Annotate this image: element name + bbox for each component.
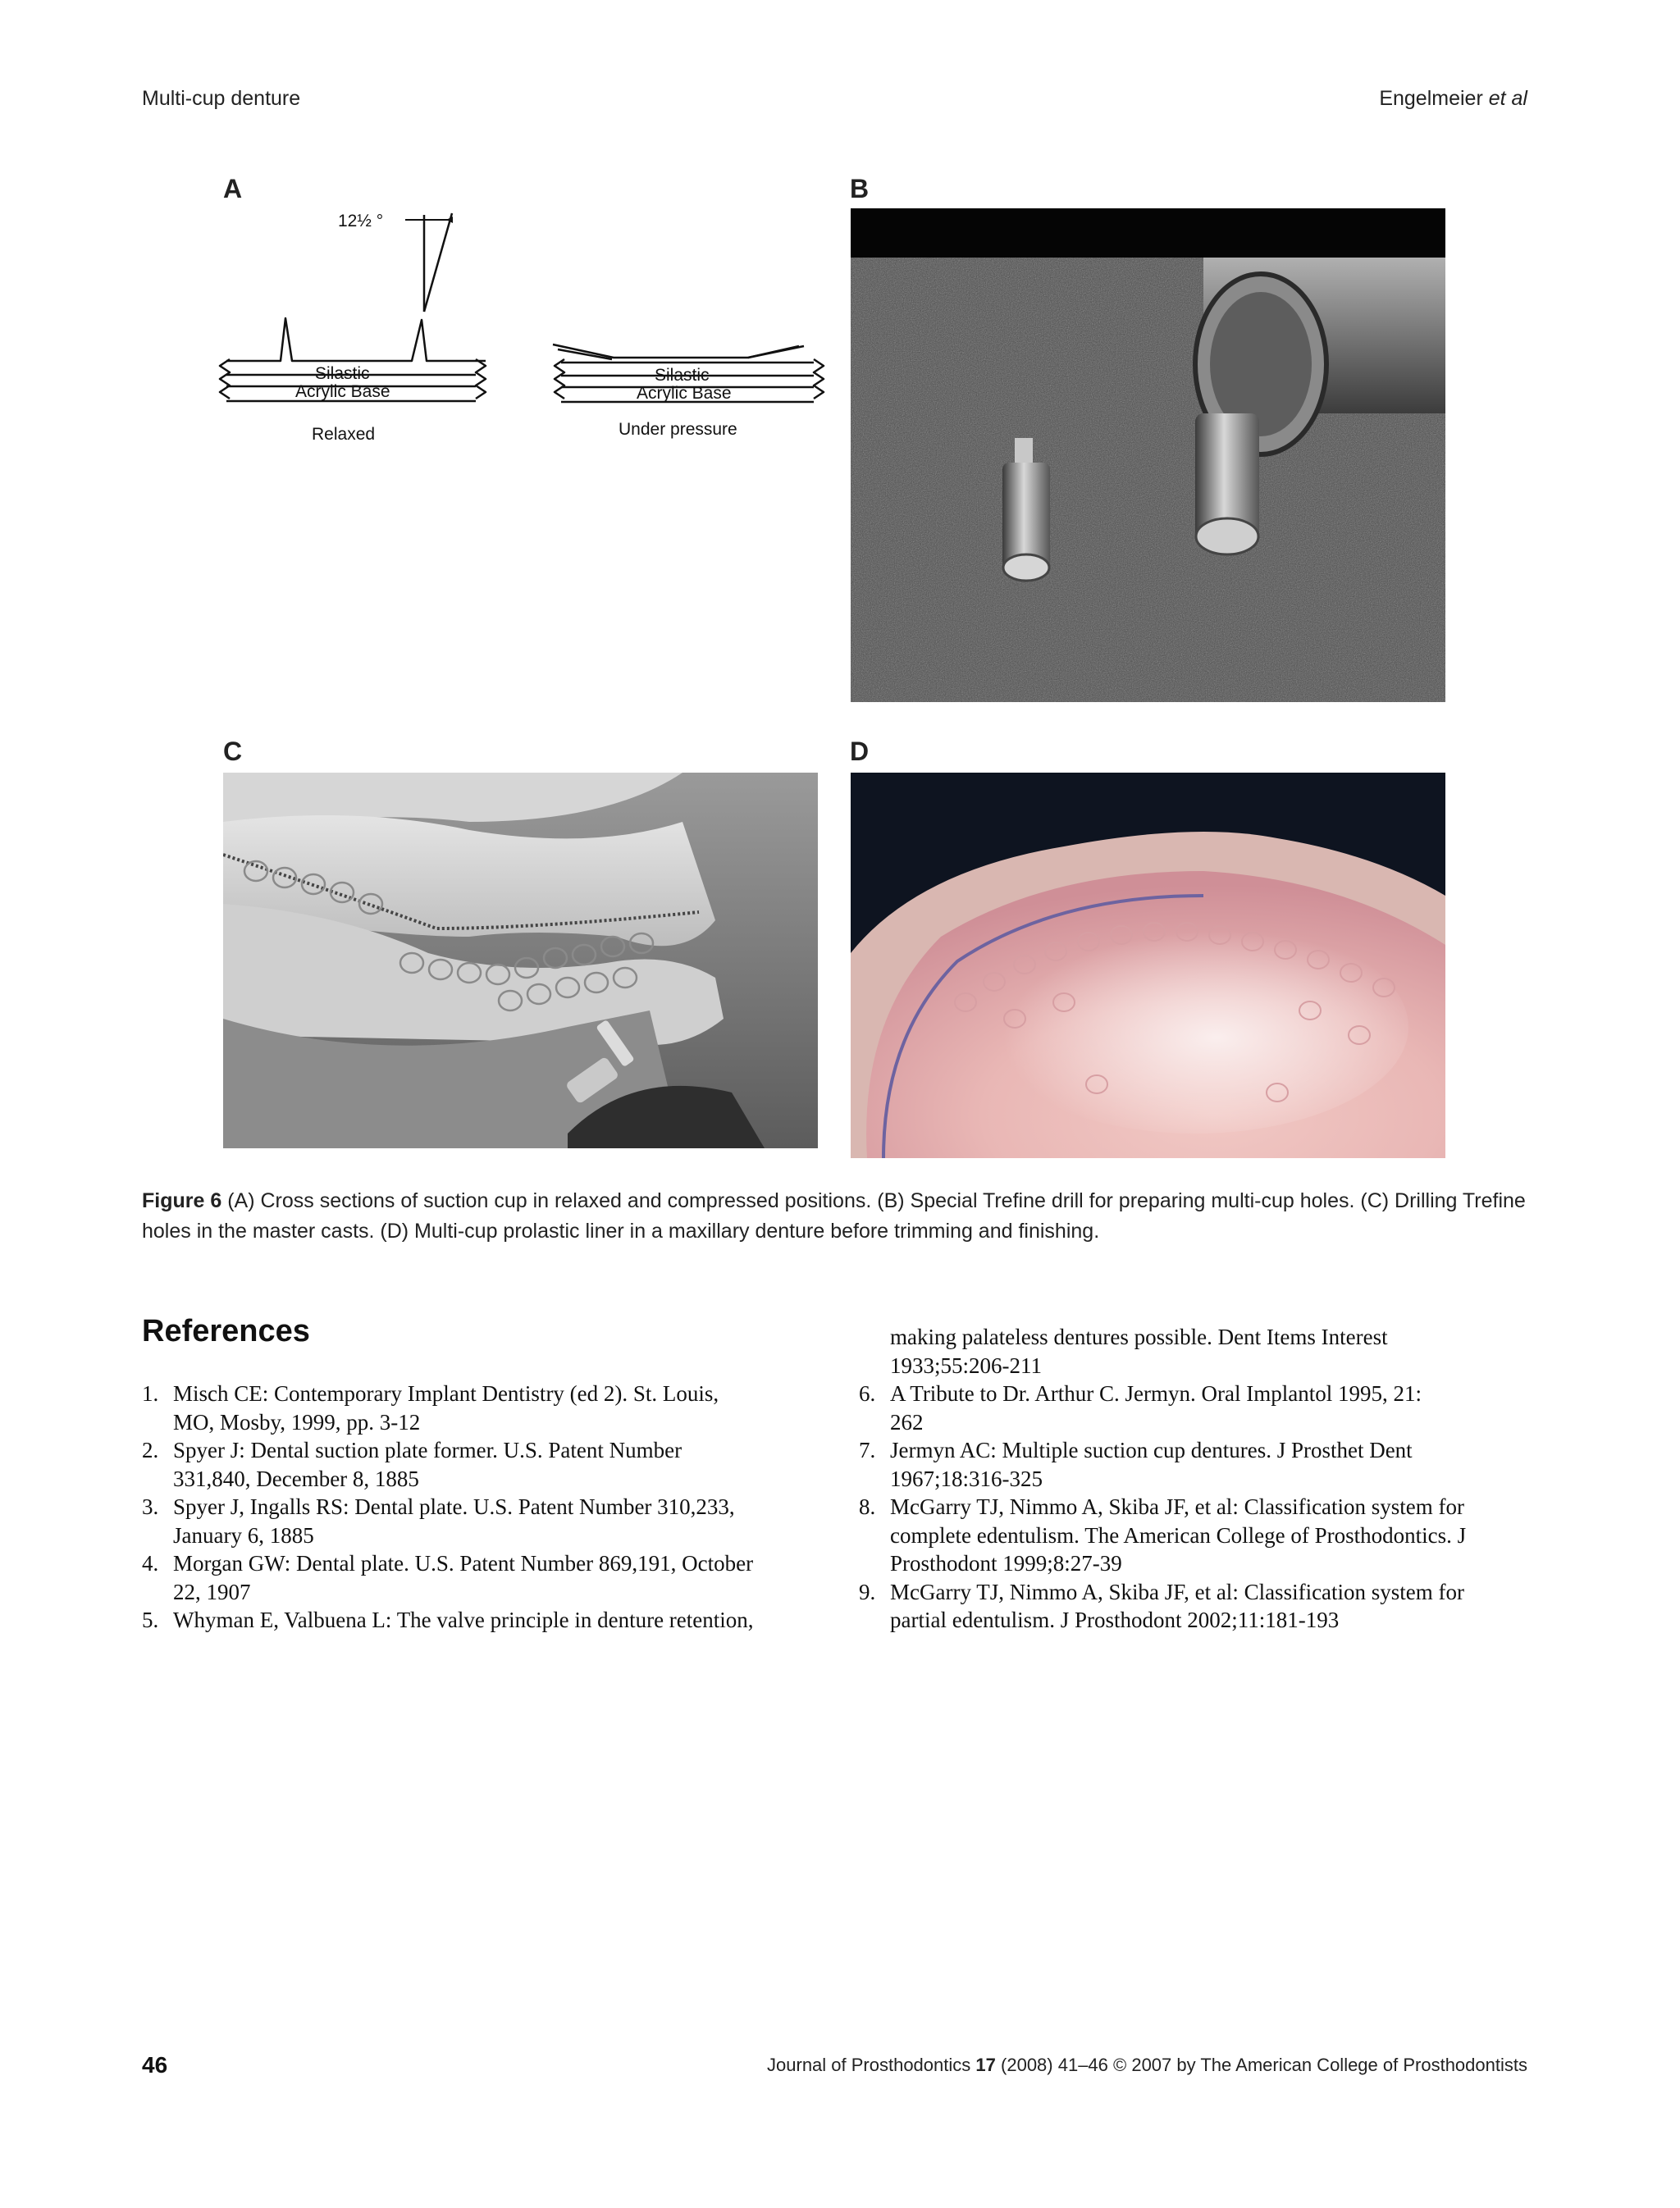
prolastic-liner-photo: [851, 773, 1445, 1158]
reference-line: McGarry TJ, Nimmo A, Skiba JF, et al: Classification system for: [890, 1579, 1465, 1604]
reference-line: McGarry TJ, Nimmo A, Skiba JF, et al: Classification system for: [890, 1494, 1465, 1519]
figure-caption-text: (A) Cross sections of suction cup in relaxed and compressed positions. (B) Special Trefine drill for preparing multi-cup holes. (C) Drilling Trefine holes in the master casts. (D) Multi-cup prolastic liner in a maxillary denture before trimming and finishing.: [142, 1189, 1526, 1243]
author-name: Engelmeier: [1379, 87, 1483, 110]
relaxed-layer-acrylic: Acrylic Base: [295, 382, 390, 401]
reference-3: [142, 1493, 831, 1549]
reference-line: Spyer J, Ingalls RS: Dental plate. U.S. Patent Number 310,233,: [173, 1494, 735, 1519]
reference-5: [142, 1606, 831, 1635]
reference-line: complete edentulism. The American College of Prosthodontics. J: [890, 1522, 1467, 1548]
reference-number: 3.: [142, 1494, 159, 1519]
reference-number: 5.: [142, 1608, 159, 1632]
reference-line: Morgan GW: Dental plate. U.S. Patent Number 869,191, October: [173, 1551, 754, 1576]
page-number: 46: [142, 2052, 168, 2078]
journal-citation: [767, 2055, 1527, 2076]
reference-number: 8.: [859, 1494, 876, 1519]
reference-line: 1967;18:316-325: [890, 1466, 1043, 1491]
journal-volume: 17: [975, 2055, 996, 2075]
journal-details: (2008) 41–46 © 2007 by The American College of Prosthodontists: [1001, 2055, 1527, 2075]
reference-line: Whyman E, Valbuena L: The valve principle in denture retention,: [173, 1608, 754, 1632]
panel-label-a: A: [223, 174, 243, 203]
figure-caption: [142, 1186, 1528, 1247]
reference-list-left: [142, 1380, 831, 1635]
reference-9: [859, 1578, 1540, 1635]
trefine-drill-photo: [851, 208, 1445, 702]
pressure-caption: Under pressure: [619, 420, 737, 439]
reference-5-continuation: [859, 1323, 1540, 1380]
figure-caption-label: Figure 6: [142, 1189, 222, 1212]
relaxed-cup-outline: [226, 318, 486, 361]
relaxed-layer-silastic: Silastic: [315, 364, 370, 383]
reference-line: 262: [890, 1409, 924, 1435]
reference-number: 1.: [142, 1381, 159, 1406]
reference-8: [859, 1493, 1540, 1578]
panel-label-b: B: [850, 174, 870, 203]
reference-line: Prosthodont 1999;8:27-39: [890, 1551, 1122, 1576]
angle-incline-line: [424, 213, 452, 312]
pressure-layer-silastic: Silastic: [655, 366, 710, 385]
journal-name: Journal of Prosthodontics: [767, 2055, 971, 2075]
panel-label-c: C: [223, 737, 243, 766]
reference-list-right: [859, 1323, 1540, 1635]
relaxed-caption: Relaxed: [312, 425, 376, 444]
reference-line: MO, Mosby, 1999, pp. 3-12: [173, 1409, 421, 1435]
reference-2: [142, 1436, 831, 1493]
author-etal: et al: [1488, 87, 1527, 110]
reference-line: January 6, 1885: [173, 1522, 314, 1548]
reference-line: A Tribute to Dr. Arthur C. Jermyn. Oral Implantol 1995, 21:: [890, 1381, 1422, 1406]
references-heading: References: [142, 1314, 310, 1348]
reference-line: Jermyn AC: Multiple suction cup dentures. J Prosthet Dent: [890, 1438, 1413, 1462]
reference-number: 7.: [859, 1438, 876, 1462]
reference-line: 1933;55:206-211: [890, 1353, 1042, 1378]
reference-line: Spyer J: Dental suction plate former. U.S. Patent Number: [173, 1438, 682, 1462]
diagram-drawing: [215, 197, 838, 459]
angle-label: 12½ °: [338, 212, 384, 230]
running-head-authors: [1379, 87, 1527, 111]
reference-number: 6.: [859, 1381, 876, 1406]
reference-line: partial edentulism. J Prosthodont 2002;11:181-193: [890, 1608, 1340, 1632]
reference-1: [142, 1380, 831, 1436]
reference-number: 4.: [142, 1551, 159, 1576]
reference-line: Misch CE: Contemporary Implant Dentistry (ed 2). St. Louis,: [173, 1381, 719, 1406]
reference-7: [859, 1436, 1540, 1493]
pressure-layer-acrylic: Acrylic Base: [637, 384, 732, 403]
reference-number: 2.: [142, 1438, 159, 1462]
panel-label-d: D: [850, 737, 870, 766]
reference-4: [142, 1549, 831, 1606]
reference-line: 331,840, December 8, 1885: [173, 1466, 419, 1491]
reference-6: [859, 1380, 1540, 1436]
reference-line: 22, 1907: [173, 1579, 251, 1604]
reference-line: making palateless dentures possible. Dent Items Interest: [890, 1325, 1388, 1349]
running-head-title: Multi-cup denture: [142, 87, 301, 110]
reference-number: 9.: [859, 1579, 876, 1604]
suction-cup-diagram: [215, 197, 838, 459]
master-cast-drilling-photo: [223, 773, 818, 1148]
